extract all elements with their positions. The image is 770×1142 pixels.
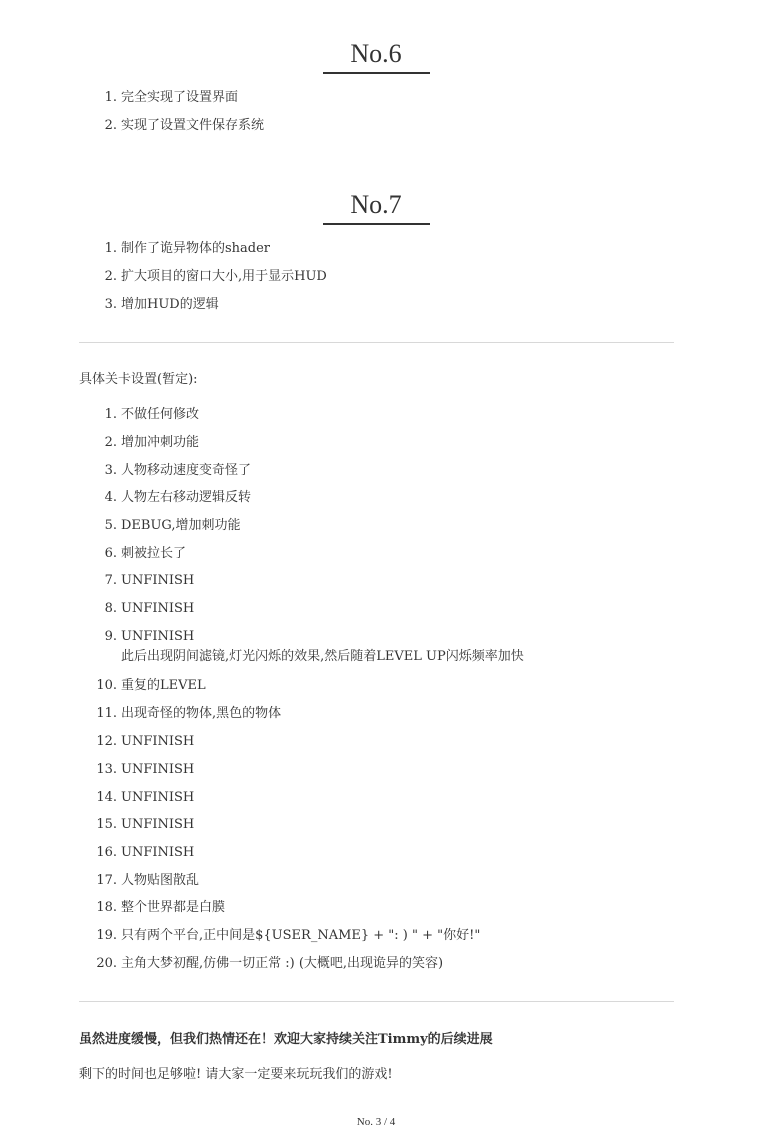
list-item bbox=[0, 405, 770, 425]
section-heading-no7: No.7 bbox=[350, 190, 402, 219]
list-item-text: 增加HUD的逻辑 bbox=[121, 297, 219, 312]
list-item bbox=[0, 461, 770, 481]
list-item bbox=[0, 239, 327, 259]
list-item-number: 2. bbox=[104, 269, 117, 284]
list-item bbox=[0, 599, 770, 619]
list-item-number: 4. bbox=[104, 490, 117, 505]
list-item-text: 不做任何修改 bbox=[121, 407, 200, 422]
list-item-number: 1. bbox=[104, 241, 117, 256]
closing-bold-line: 虽然进度缓慢，但我们热情还在！欢迎大家持续关注Timmy的后续进展 bbox=[79, 1032, 493, 1047]
list-item-number: 1. bbox=[104, 407, 117, 422]
list-item-text: DEBUG,增加刺功能 bbox=[121, 518, 241, 533]
list-item bbox=[0, 571, 770, 591]
list-item bbox=[0, 116, 264, 136]
list-item-text: 只有两个平台,正中间是${USER_NAME} + ": ) " + "你好!" bbox=[121, 928, 481, 943]
list-item-text: 实现了设置文件保存系统 bbox=[121, 118, 265, 133]
list-item bbox=[0, 676, 770, 696]
list-item-number: 13. bbox=[96, 762, 117, 777]
no7-list bbox=[0, 239, 327, 315]
divider bbox=[79, 342, 674, 343]
list-item-number: 5. bbox=[104, 518, 117, 533]
list-item-number: 3. bbox=[104, 297, 117, 312]
list-item bbox=[0, 898, 770, 918]
page-number: No. 3 / 4 bbox=[356, 1116, 396, 1128]
list-item bbox=[0, 267, 327, 287]
list-item-text: 整个世界都是白膜 bbox=[121, 900, 226, 915]
list-item-number: 19. bbox=[96, 928, 117, 943]
heading-underline bbox=[323, 223, 430, 225]
list-item-number: 1. bbox=[104, 90, 117, 105]
section-heading-no6: No.6 bbox=[350, 39, 402, 68]
closing-line: 剩下的时间也足够啦! 请大家一定要来玩玩我们的游戏! bbox=[79, 1067, 393, 1082]
heading-underline bbox=[323, 72, 430, 74]
list-item-text: 人物移动速度变奇怪了 bbox=[121, 463, 252, 478]
list-item bbox=[0, 488, 770, 508]
list-item-text: UNFINISH bbox=[121, 762, 195, 777]
list-item-text: 人物贴图散乱 bbox=[121, 873, 200, 888]
levels-title: 具体关卡设置(暂定): bbox=[79, 372, 198, 387]
list-item-number: 6. bbox=[104, 546, 117, 561]
list-item-text: 出现奇怪的物体,黑色的物体 bbox=[121, 706, 282, 721]
list-item-number: 15. bbox=[96, 817, 117, 832]
list-item bbox=[0, 843, 770, 863]
list-item-number: 7. bbox=[104, 573, 117, 588]
list-item-text: UNFINISH bbox=[121, 629, 195, 644]
no6-list bbox=[0, 88, 264, 136]
list-item-note: 此后出现阴间滤镜,灯光闪烁的效果,然后随着LEVEL UP闪烁频率加快 bbox=[121, 649, 524, 664]
list-item bbox=[0, 544, 770, 564]
list-item bbox=[0, 732, 770, 752]
list-item-text: 主角大梦初醒,仿佛一切正常 :) (大概吧,出现诡异的笑容) bbox=[121, 956, 444, 971]
list-item-text: 完全实现了设置界面 bbox=[121, 90, 239, 105]
list-item-number: 17. bbox=[96, 873, 117, 888]
list-item-number: 2. bbox=[104, 118, 117, 133]
list-item-text: UNFINISH bbox=[121, 845, 195, 860]
list-item bbox=[0, 704, 770, 724]
list-item-text: 人物左右移动逻辑反转 bbox=[121, 490, 252, 505]
divider bbox=[79, 1001, 674, 1002]
list-item-number: 12. bbox=[96, 734, 117, 749]
list-item-text: 增加冲刺功能 bbox=[121, 435, 200, 450]
list-item-text: 扩大项目的窗口大小,用于显示HUD bbox=[121, 269, 327, 284]
list-item-text: 重复的LEVEL bbox=[121, 678, 206, 693]
list-item-number: 3. bbox=[104, 463, 117, 478]
list-item-text: 刺被拉长了 bbox=[121, 546, 187, 561]
list-item-number: 20. bbox=[96, 956, 117, 971]
list-item-number: 9. bbox=[104, 629, 117, 644]
list-item-number: 11. bbox=[96, 706, 117, 721]
list-item-number: 18. bbox=[96, 900, 117, 915]
list-item-text: UNFINISH bbox=[121, 573, 195, 588]
list-item bbox=[0, 954, 770, 974]
list-item bbox=[0, 788, 770, 808]
list-item-number: 10. bbox=[96, 678, 117, 693]
list-item bbox=[0, 627, 770, 667]
list-item bbox=[0, 88, 264, 108]
list-item-number: 14. bbox=[96, 790, 117, 805]
list-item bbox=[0, 760, 770, 780]
list-item bbox=[0, 815, 770, 835]
list-item-text: UNFINISH bbox=[121, 817, 195, 832]
list-item-text: 制作了诡异物体的shader bbox=[121, 241, 271, 256]
list-item-number: 8. bbox=[104, 601, 117, 616]
list-item-text: UNFINISH bbox=[121, 790, 195, 805]
list-item bbox=[0, 295, 327, 315]
list-item-number: 16. bbox=[96, 845, 117, 860]
list-item-number: 2. bbox=[104, 435, 117, 450]
list-item bbox=[0, 926, 770, 946]
list-item-text: UNFINISH bbox=[121, 734, 195, 749]
list-item-text: UNFINISH bbox=[121, 601, 195, 616]
list-item bbox=[0, 433, 770, 453]
list-item bbox=[0, 516, 770, 536]
list-item bbox=[0, 871, 770, 891]
